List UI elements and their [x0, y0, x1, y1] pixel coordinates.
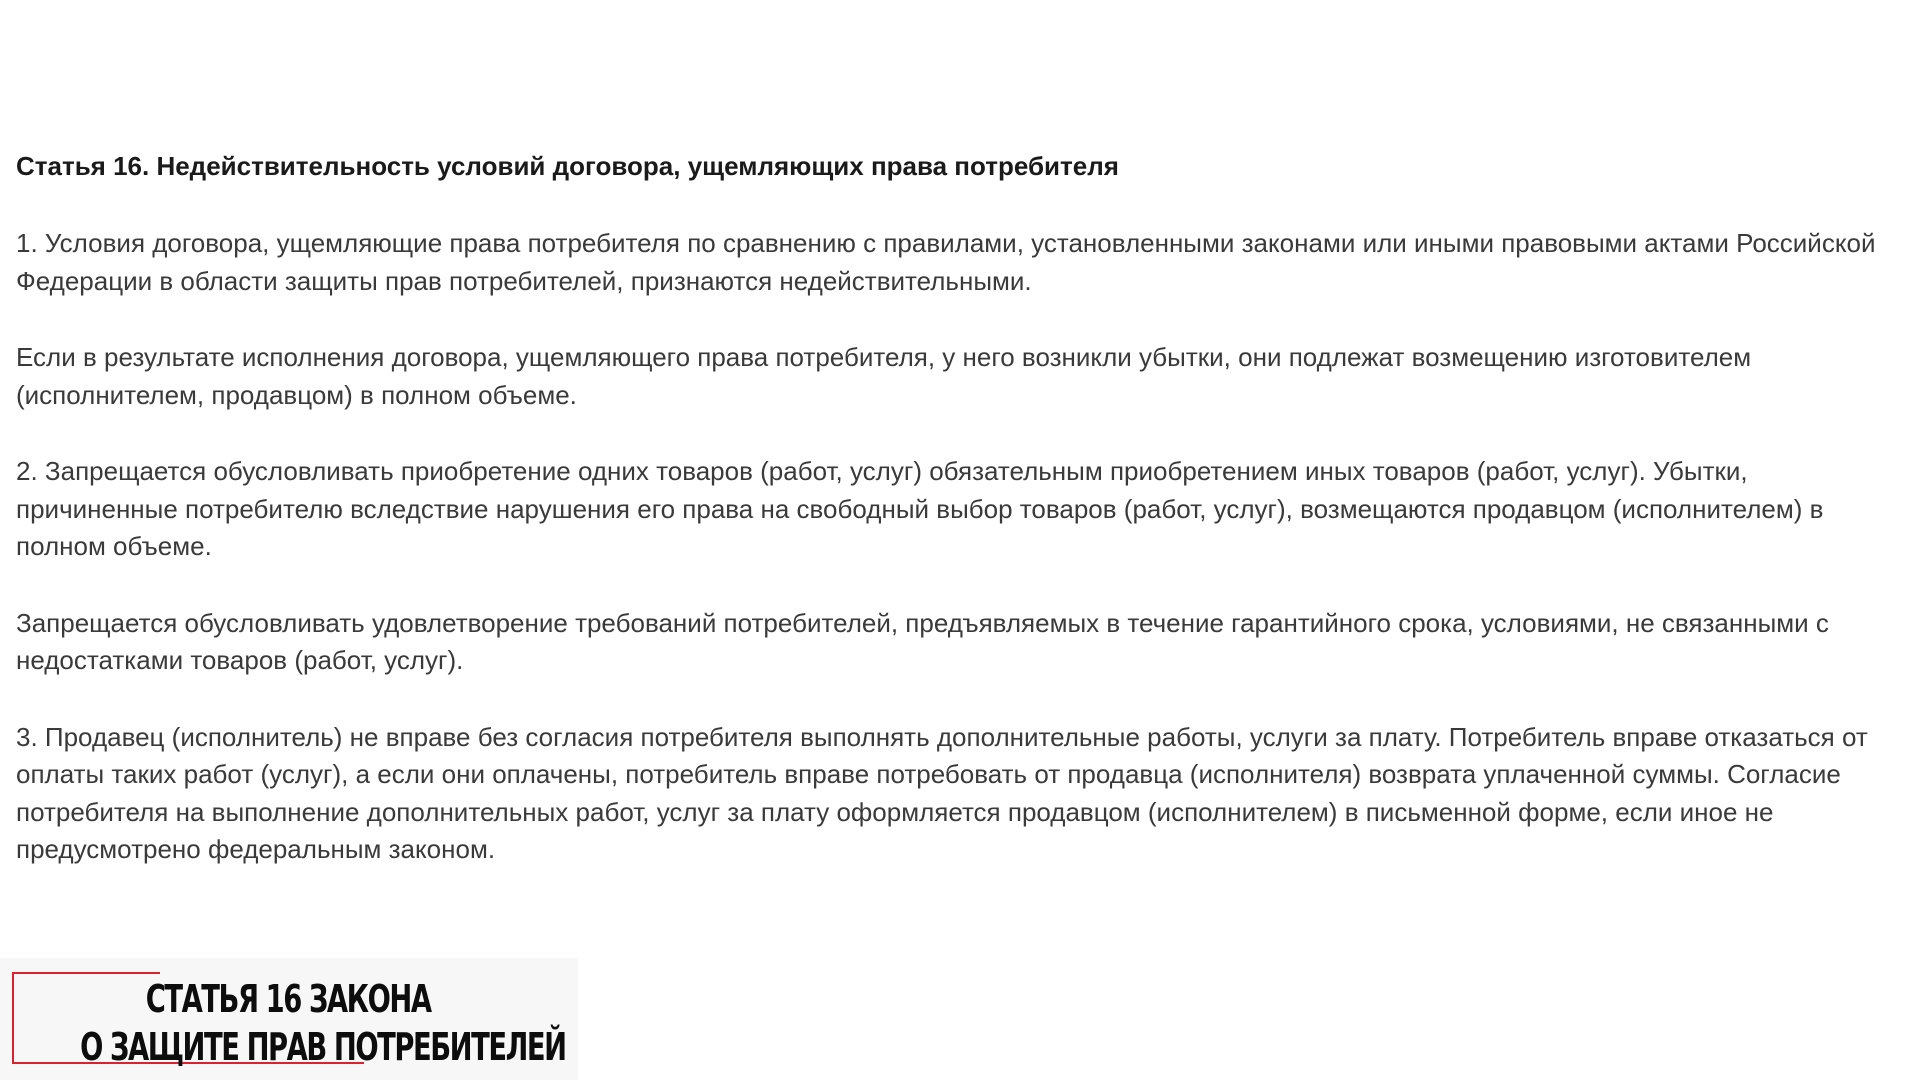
caption-title: [80, 975, 566, 1071]
frame-left-line: [12, 972, 14, 1064]
paragraph-3: 2. Запрещается обусловливать приобретение одних товаров (работ, услуг) обязательным приобретением иных товаров (работ, услуг). Убытки, причиненные потребителю вследствие нарушения его права на свободный выбор товаров (работ, услуг), возмещаются продавцом (исполнителем) в полном объеме.: [16, 456, 1824, 561]
article-body: [16, 148, 1916, 908]
paragraph-2: Если в результате исполнения договора, ущемляющего права потребителя, у него возникли убытки, они подлежат возмещению изготовителем (исполнителем, продавцом) в полном объеме.: [16, 342, 1752, 410]
paragraph-5: 3. Продавец (исполнитель) не вправе без согласия потребителя выполнять дополнительные работы, услуги за плату. Потребитель вправе отказаться от оплаты таких работ (услуг), а если они оплачены, потребитель вправе потребовать от продавца (исполнителя) возврата уплаченной суммы. Согласие потребителя на выполнение дополнительных работ, услуг за плату оформляется продавцом (исполнителем) в письменной форме, если иное не предусмотрено федеральным законом.: [16, 721, 1868, 864]
caption-banner: [0, 958, 578, 1080]
paragraph-4: Запрещается обусловливать удовлетворение требований потребителей, предъявляемых в течение гарантийного срока, условиями, не связанными с недостатками товаров (работ, услуг).: [16, 607, 1829, 675]
caption-line-2: О ЗАЩИТЕ ПРАВ ПОТРЕБИТЕЛЕЙ: [80, 1025, 566, 1069]
frame-top-line: [12, 972, 160, 974]
caption-line-1: СТАТЬЯ 16 ЗАКОНА: [145, 977, 431, 1021]
paragraph-1: 1. Условия договора, ущемляющие права потребителя по сравнению с правилами, установленными законами или иными правовыми актами Российской Федерации в области защиты прав потребителей, признаются недействительными.: [16, 228, 1876, 296]
article-title: Статья 16. Недействительность условий договора, ущемляющих права потребителя: [16, 151, 1119, 181]
